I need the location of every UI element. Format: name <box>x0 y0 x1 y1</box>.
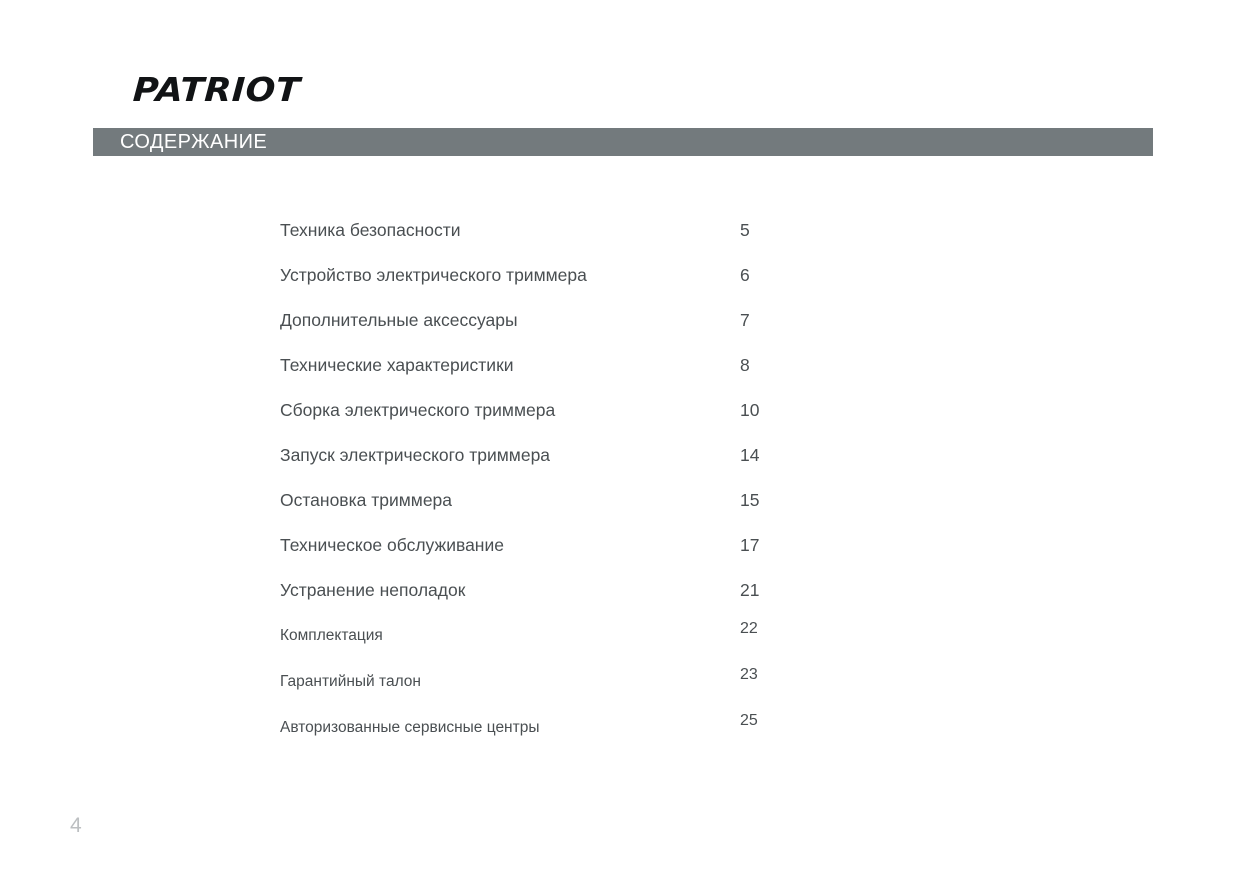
toc-entry-title: Остановка триммера <box>280 490 453 510</box>
toc-entry-page-number: 5 <box>740 220 750 240</box>
toc-entry-title: Технические характеристики <box>280 355 514 375</box>
patriot-logo: PATRIOT <box>131 70 302 109</box>
toc-entry-title: Запуск электрического триммера <box>280 445 551 465</box>
toc-entry-page-number: 6 <box>740 265 750 285</box>
toc-entry-page-number: 10 <box>740 400 760 420</box>
section-header-bar <box>93 128 1153 156</box>
toc-entry[interactable] <box>280 712 840 761</box>
toc-entry-page-number: 23 <box>740 666 758 683</box>
toc-entry[interactable] <box>280 533 840 578</box>
page-title: СОДЕРЖАНИЕ <box>120 131 268 153</box>
toc-entry-page-number: 21 <box>740 580 760 600</box>
toc-entry-title: Техника безопасности <box>280 220 461 240</box>
toc-entry-title: Устранение неполадок <box>280 580 466 600</box>
toc-entry[interactable] <box>280 443 840 488</box>
toc-entry[interactable] <box>280 488 840 533</box>
toc-entry[interactable] <box>280 308 840 353</box>
toc-entry-page-number: 15 <box>740 490 760 510</box>
toc-entry-title: Устройство электрического триммера <box>280 265 587 285</box>
toc-entry[interactable] <box>280 620 840 669</box>
folio-page-number: 4 <box>70 814 82 837</box>
toc-entry[interactable] <box>280 578 840 623</box>
toc-entry[interactable] <box>280 218 840 263</box>
toc-entry[interactable] <box>280 398 840 443</box>
toc-entry-page-number: 8 <box>740 355 750 375</box>
toc-entry-page-number: 25 <box>740 712 758 729</box>
toc-entry-title: Гарантийный талон <box>280 673 421 690</box>
toc-entry-title: Сборка электрического триммера <box>280 400 556 420</box>
toc-entry-title: Комплектация <box>280 627 383 644</box>
toc-entry[interactable] <box>280 263 840 308</box>
toc-entry-page-number: 14 <box>740 445 760 465</box>
toc-entry-page-number: 17 <box>740 535 760 555</box>
toc-entry-title: Техническое обслуживание <box>280 535 504 555</box>
toc-entry-title: Дополнительные аксессуары <box>280 310 518 330</box>
toc-entry[interactable] <box>280 666 840 715</box>
toc-entry[interactable] <box>280 353 840 398</box>
table-of-contents <box>280 218 840 761</box>
toc-entry-page-number: 7 <box>740 310 750 330</box>
toc-entry-page-number: 22 <box>740 620 758 637</box>
toc-entry-title: Авторизованные сервисные центры <box>280 719 540 736</box>
